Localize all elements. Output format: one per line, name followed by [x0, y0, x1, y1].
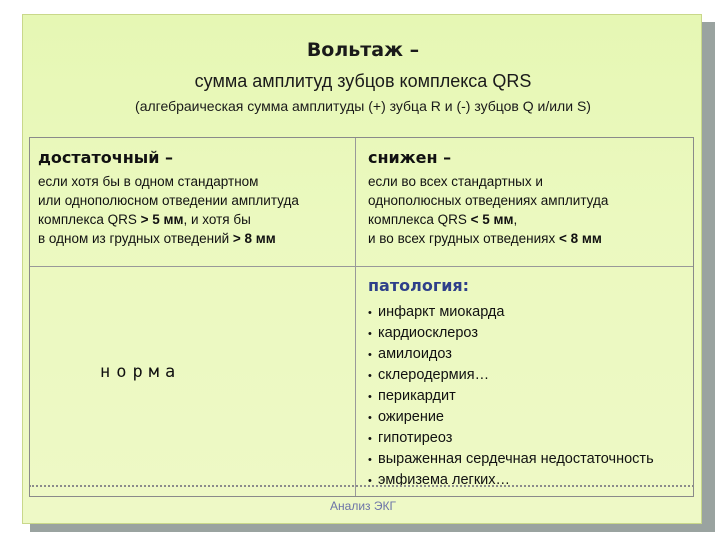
- slide: [22, 14, 702, 524]
- reduced-text: комплекса QRS: [368, 212, 471, 227]
- list-item: [368, 323, 654, 344]
- bullet-icon: •: [368, 370, 372, 382]
- table-divider-vertical: [355, 138, 356, 496]
- bullet-icon: •: [368, 412, 372, 424]
- sufficient-threshold-qrs: > 5 мм: [140, 212, 184, 227]
- list-item-text: склеродермия…: [378, 367, 490, 383]
- bullet-icon: •: [368, 349, 372, 361]
- list-item-text: выраженная сердечная недостаточность: [378, 451, 654, 467]
- list-item-text: инфаркт миокарда: [378, 304, 505, 320]
- bullet-icon: •: [368, 307, 372, 319]
- sufficient-line: или однополюсном отведении амплитуда: [38, 193, 299, 208]
- table-divider-horizontal: [30, 266, 693, 267]
- bullet-icon: •: [368, 433, 372, 445]
- footer-divider: [29, 485, 694, 487]
- bullet-icon: •: [368, 454, 372, 466]
- list-item-text: эмфизема легких…: [378, 472, 511, 488]
- sufficient-line: если хотя бы в одном стандартном: [38, 174, 259, 189]
- slide-title: Вольтаж –: [306, 39, 420, 61]
- slide-subnote: (алгебраическая сумма амплитуды (+) зубца R и (-) зубцов Q и/или S): [135, 98, 591, 114]
- list-item: [368, 449, 654, 470]
- norma-label: норма: [100, 362, 182, 382]
- reduced-text: ,: [513, 212, 518, 227]
- reduced-text: и во всех грудных отведениях: [368, 231, 559, 246]
- list-item-text: амилоидоз: [378, 346, 452, 362]
- list-item: [368, 302, 654, 323]
- sufficient-text: комплекса QRS: [38, 212, 141, 227]
- bullet-icon: •: [368, 475, 372, 487]
- reduced-line: если во всех стандартных и: [368, 174, 543, 189]
- sufficient-line: [38, 210, 299, 229]
- reduced-line: однополюсных отведениях амплитуда: [368, 193, 609, 208]
- sufficient-text: , и хотя бы: [183, 212, 251, 227]
- list-item: [368, 365, 654, 386]
- reduced-description: [368, 172, 608, 248]
- sufficient-threshold-chest: > 8 мм: [232, 231, 276, 246]
- list-item: [368, 407, 654, 428]
- bullet-icon: •: [368, 328, 372, 340]
- reduced-line: [368, 210, 608, 229]
- criteria-table: [29, 137, 694, 497]
- slide-subtitle: сумма амплитуд зубцов комплекса QRS: [194, 71, 532, 91]
- pathology-heading: патология:: [368, 276, 470, 295]
- reduced-threshold-chest: < 8 мм: [559, 231, 602, 246]
- sufficient-heading: достаточный –: [38, 148, 174, 167]
- sufficient-description: [38, 172, 299, 248]
- sufficient-line: [38, 229, 299, 248]
- reduced-line: [368, 229, 608, 248]
- reduced-heading: снижен –: [368, 148, 452, 167]
- reduced-threshold-qrs: < 5 мм: [470, 212, 514, 227]
- list-item: [368, 386, 654, 407]
- sufficient-text: в одном из грудных отведений: [38, 231, 233, 246]
- list-item: [368, 470, 654, 491]
- pathology-list: [368, 302, 654, 491]
- list-item-text: кардиосклероз: [378, 325, 478, 341]
- list-item: [368, 428, 654, 449]
- list-item-text: гипотиреоз: [378, 430, 453, 446]
- list-item-text: перикардит: [378, 388, 456, 404]
- list-item: [368, 344, 654, 365]
- slide-footer: Анализ ЭКГ: [330, 499, 396, 513]
- bullet-icon: •: [368, 391, 372, 403]
- list-item-text: ожирение: [378, 409, 445, 425]
